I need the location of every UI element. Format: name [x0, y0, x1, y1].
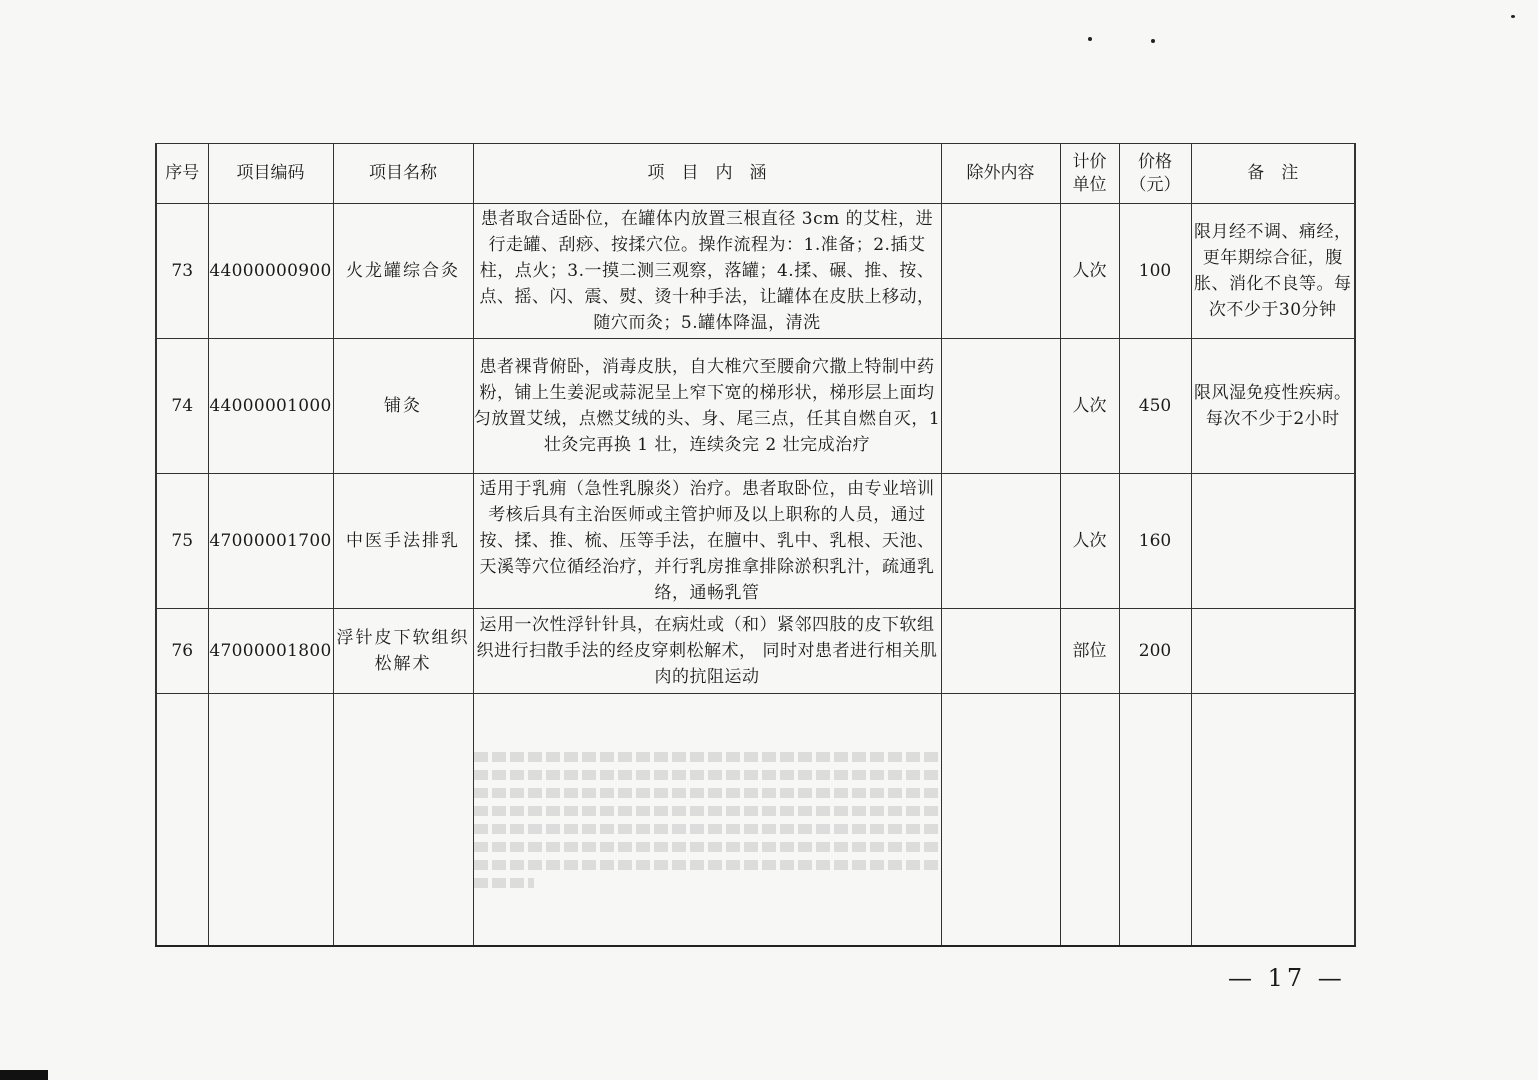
table-row: [156, 339, 1355, 474]
scan-speck: [1151, 39, 1155, 43]
cell-remark: 限风湿免疫性疾病。每次不少于2小时: [1191, 339, 1355, 474]
cell-name: 中医手法排乳: [333, 474, 473, 609]
cell-content: 患者裸背俯卧，消毒皮肤，自大椎穴至腰俞穴撒上特制中药粉，铺上生姜泥或蒜泥呈上窄下宽的梯形状，梯形层上面均匀放置艾绒，点燃艾绒的头、身、尾三点，任其自燃自灭，1 壮灸完再换 1 壮，连续灸完 2 壮完成治疗: [473, 339, 941, 474]
cell-price: 100: [1119, 204, 1191, 339]
cell-code: 44000000900: [208, 204, 333, 339]
page-number: — 17 —: [1228, 964, 1346, 992]
price-table: [155, 143, 1356, 947]
scan-speck: [1511, 15, 1515, 18]
cell-name: 铺灸: [333, 339, 473, 474]
header-price: [1119, 144, 1191, 204]
cell-name: 火龙罐综合灸: [333, 204, 473, 339]
illegible-text-block: [474, 752, 941, 888]
cell-remark: [1191, 609, 1355, 694]
cell-unit: 人次: [1060, 339, 1119, 474]
header-row: [156, 144, 1355, 204]
faded-cell-unit: [1060, 694, 1119, 947]
cell-seq: 74: [156, 339, 208, 474]
cell-excluded: [941, 204, 1060, 339]
cell-content: 运用一次性浮针针具，在病灶或（和）紧邻四肢的皮下软组织进行扫散手法的经皮穿刺松解术， 同时对患者进行相关肌肉的抗阻运动: [473, 609, 941, 694]
cell-remark: 限月经不调、痛经，更年期综合征，腹胀、消化不良等。每次不少于30分钟: [1191, 204, 1355, 339]
header-code: 项目编码: [208, 144, 333, 204]
table-row: [156, 204, 1355, 339]
faded-cell-name: [333, 694, 473, 947]
cell-code: 47000001700: [208, 474, 333, 609]
cell-price: 200: [1119, 609, 1191, 694]
cell-unit: 部位: [1060, 609, 1119, 694]
cell-content: 适用于乳痈（急性乳腺炎）治疗。患者取卧位，由专业培训考核后具有主治医师或主管护师及以上职称的人员，通过按、揉、推、梳、压等手法，在膻中、乳中、乳根、天池、天溪等穴位循经治疗，并行乳房推拿排除淤积乳汁，疏通乳络，通畅乳管: [473, 474, 941, 609]
table-row: [156, 609, 1355, 694]
cell-price: 160: [1119, 474, 1191, 609]
cell-code: 44000001000: [208, 339, 333, 474]
scan-speck: [1088, 37, 1092, 41]
faded-cell-price: [1119, 694, 1191, 947]
cell-excluded: [941, 339, 1060, 474]
table-row: [156, 474, 1355, 609]
cell-content: 患者取合适卧位，在罐体内放置三根直径 3cm 的艾柱，进行走罐、刮痧、按揉穴位。操作流程为：1.准备；2.插艾柱，点火；3.一摸二测三观察，落罐；4.揉、碾、推、按、点、摇、闪、震、熨、烫十种手法，让罐体在皮肤上移动，随穴而灸；5.罐体降温，清洗: [473, 204, 941, 339]
faded-cell-remark: [1191, 694, 1355, 947]
header-seq: 序号: [156, 144, 208, 204]
header-unit-line2: 单位: [1072, 174, 1107, 195]
header-unit: [1060, 144, 1119, 204]
faded-cell-content: [473, 694, 941, 947]
cell-price: 450: [1119, 339, 1191, 474]
faded-table-row: [156, 694, 1355, 947]
cell-seq: 73: [156, 204, 208, 339]
header-name: 项目名称: [333, 144, 473, 204]
header-remark: 备 注: [1191, 144, 1355, 204]
header-price-line2: （元）: [1129, 174, 1181, 195]
cell-name: 浮针皮下软组织松解术: [333, 609, 473, 694]
cell-seq: 76: [156, 609, 208, 694]
header-content: 项 目 内 涵: [473, 144, 941, 204]
scan-edge-mark: [0, 1070, 48, 1080]
header-excluded: 除外内容: [941, 144, 1060, 204]
header-price-line1: 价格: [1138, 151, 1172, 172]
cell-unit: 人次: [1060, 204, 1119, 339]
header-unit-line1: 计价: [1072, 151, 1107, 172]
cell-seq: 75: [156, 474, 208, 609]
cell-excluded: [941, 609, 1060, 694]
cell-excluded: [941, 474, 1060, 609]
cell-code: 47000001800: [208, 609, 333, 694]
faded-cell-seq: [156, 694, 208, 947]
cell-unit: 人次: [1060, 474, 1119, 609]
cell-remark: [1191, 474, 1355, 609]
faded-cell-code: [208, 694, 333, 947]
faded-cell-excluded: [941, 694, 1060, 947]
